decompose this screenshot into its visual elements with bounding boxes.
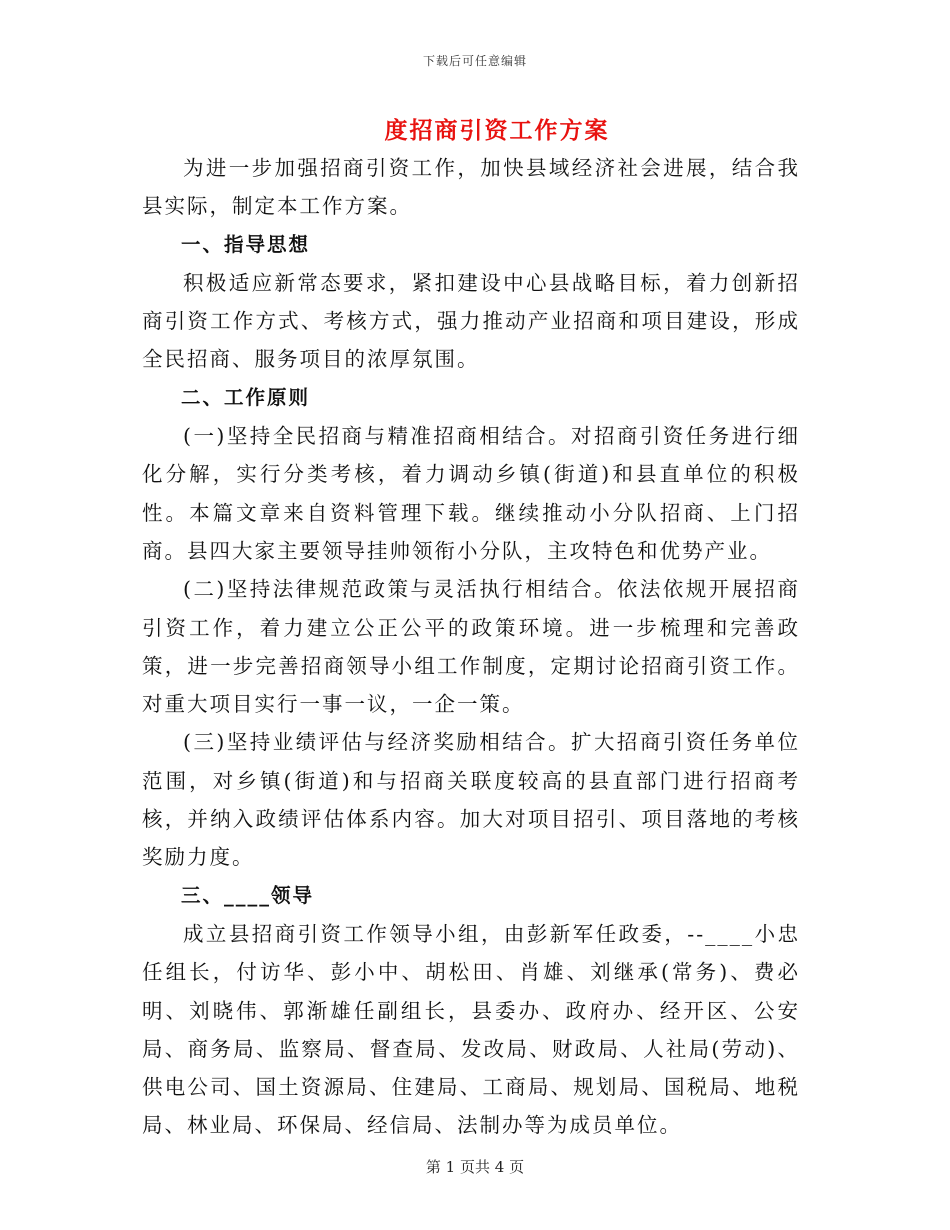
leadership-paragraph: 成立县招商引资工作领导小组，由彭新军任政委，--____小忠任组长，付访华、彭小中、胡松田、肖雄、刘继承(常务)、费必明、刘晓伟、郭渐雄任副组长，县委办、政府办、经开区、公安局、商务局、监察局、督查局、发改局、财政局、人社局(劳动)、供电公司、国土资源局、住建局、工商局、规划局、国税局、地税局、林业局、环保局、经信局、法制办等为成员单位。 bbox=[142, 921, 800, 1138]
intro-paragraph: 为进一步加强招商引资工作，加快县域经济社会进展，结合我县实际，制定本工作方案。 bbox=[142, 156, 800, 219]
guiding-ideology-paragraph: 积极适应新常态要求，紧扣建设中心县战略目标，着力创新招商引资工作方式、考核方式，强力推动产业招商和项目建设，形成全民招商、服务项目的浓厚氛围。 bbox=[142, 270, 800, 372]
document-body bbox=[142, 149, 800, 1145]
document-title: 度招商引资工作方案 bbox=[384, 117, 610, 144]
principle-paragraph-3: (三)坚持业绩评估与经济奖励相结合。扩大招商引资任务单位范围，对乡镇(街道)和与招商关联度较高的县直部门进行招商考核，并纳入政绩评估体系内容。加大对项目招引、项目落地的考核奖励力度。 bbox=[142, 730, 800, 870]
section-heading-guiding-ideology: 一、指导思想 bbox=[181, 232, 311, 256]
principle-paragraph-1: (一)坚持全民招商与精准招商相结合。对招商引资任务进行细化分解，实行分类考核，着力调动乡镇(街道)和县直单位的积极性。本篇文章来自资料管理下载。继续推动小分队招商、上门招商。县四大家主要领导挂帅领衔小分队，主攻特色和优势产业。 bbox=[142, 424, 800, 563]
principle-paragraph-2: (二)坚持法律规范政策与灵活执行相结合。依法依规开展招商引资工作，着力建立公正公平的政策环境。进一步梳理和完善政策，进一步完善招商领导小组工作制度，定期讨论招商引资工作。对重大项目实行一事一议，一企一策。 bbox=[142, 577, 800, 717]
page-number: 第 1 页共 4 页 bbox=[425, 1158, 525, 1176]
section-heading-work-principles: 二、工作原则 bbox=[181, 385, 311, 409]
section-heading-leadership: 三、____领导 bbox=[181, 883, 315, 907]
header-note: 下载后可任意编辑 bbox=[422, 54, 527, 68]
